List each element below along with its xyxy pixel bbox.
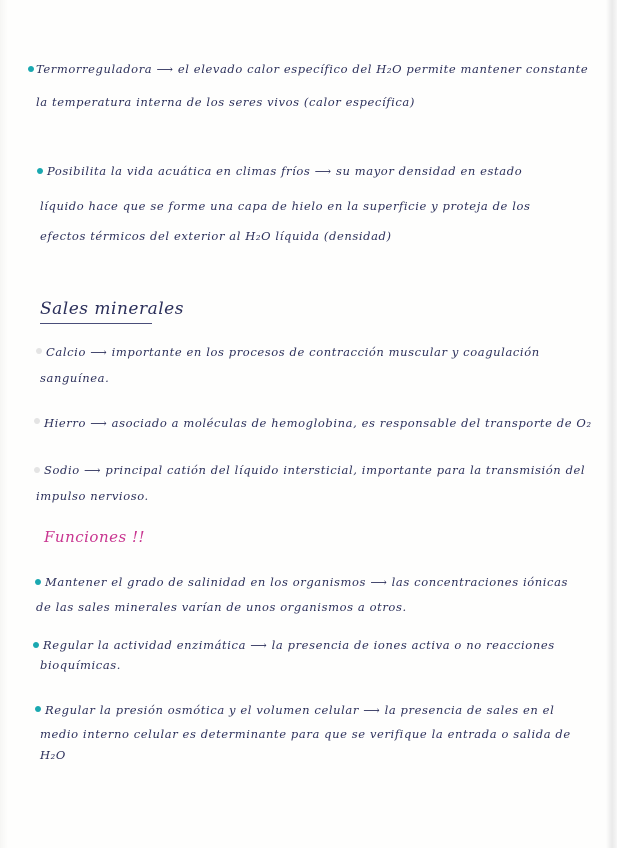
vida-acuatica-line-3: efectos térmicos del exterior al H₂O líquida (densidad)	[40, 229, 392, 243]
hierro-line-1	[44, 416, 592, 430]
sodio-line-1	[44, 463, 585, 477]
funciones-heading: Funciones !!	[44, 528, 146, 546]
calcio-label: Calcio	[46, 345, 86, 359]
faint-bullet-dot-icon	[34, 467, 40, 473]
hierro-label: Hierro	[44, 416, 87, 430]
salinidad-line-1: Mantener el grado de salinidad en los organismos ⟶ las concentraciones iónicas	[45, 575, 569, 589]
calcio-line-1	[46, 345, 540, 359]
osmotica-line-2: medio interno celular es determinante para que se verifique la entrada o salida de	[40, 727, 571, 741]
osmotica-line-3: H₂O	[40, 748, 66, 762]
bullet-dot-icon	[33, 642, 39, 648]
enzimatica-line-1: Regular la actividad enzimática ⟶ la presencia de iones activa o no reacciones	[43, 638, 555, 652]
hierro-text: ⟶ asociado a moléculas de hemoglobina, es responsable del transporte de O₂	[90, 416, 592, 430]
faint-bullet-dot-icon	[36, 348, 42, 354]
vida-acuatica-line-2: líquido hace que se forme una capa de hielo en la superficie y proteja de los	[40, 199, 531, 213]
osmotica-line-1: Regular la presión osmótica y el volumen celular ⟶ la presencia de sales en el	[45, 703, 555, 717]
bullet-dot-icon	[28, 66, 34, 72]
sodio-label: Sodio	[44, 463, 80, 477]
enzimatica-line-2: bioquímicas.	[40, 658, 122, 672]
sales-minerales-heading: Sales minerales	[40, 299, 184, 319]
faint-bullet-dot-icon	[34, 418, 40, 424]
bullet-dot-icon	[37, 168, 43, 174]
calcio-text: ⟶ importante en los procesos de contracción muscular y coagulación	[90, 345, 540, 359]
sodio-line-2: impulso nervioso.	[36, 489, 149, 503]
salinidad-line-2: de las sales minerales varían de unos organismos a otros.	[36, 600, 407, 614]
bullet-dot-icon	[35, 706, 41, 712]
sodio-text: ⟶ principal catión del líquido intersticial, importante para la transmisión del	[84, 463, 586, 477]
termorreguladora-line-2: la temperatura interna de los seres vivos (calor específica)	[36, 95, 415, 109]
termorreguladora-line-1: Termorreguladora ⟶ el elevado calor específico del H₂O permite mantener constante	[36, 62, 589, 76]
bullet-dot-icon	[35, 579, 41, 585]
vida-acuatica-line-1: Posibilita la vida acuática en climas fríos ⟶ su mayor densidad en estado	[47, 164, 523, 178]
heading-underline	[40, 323, 152, 324]
calcio-line-2: sanguínea.	[40, 371, 110, 385]
